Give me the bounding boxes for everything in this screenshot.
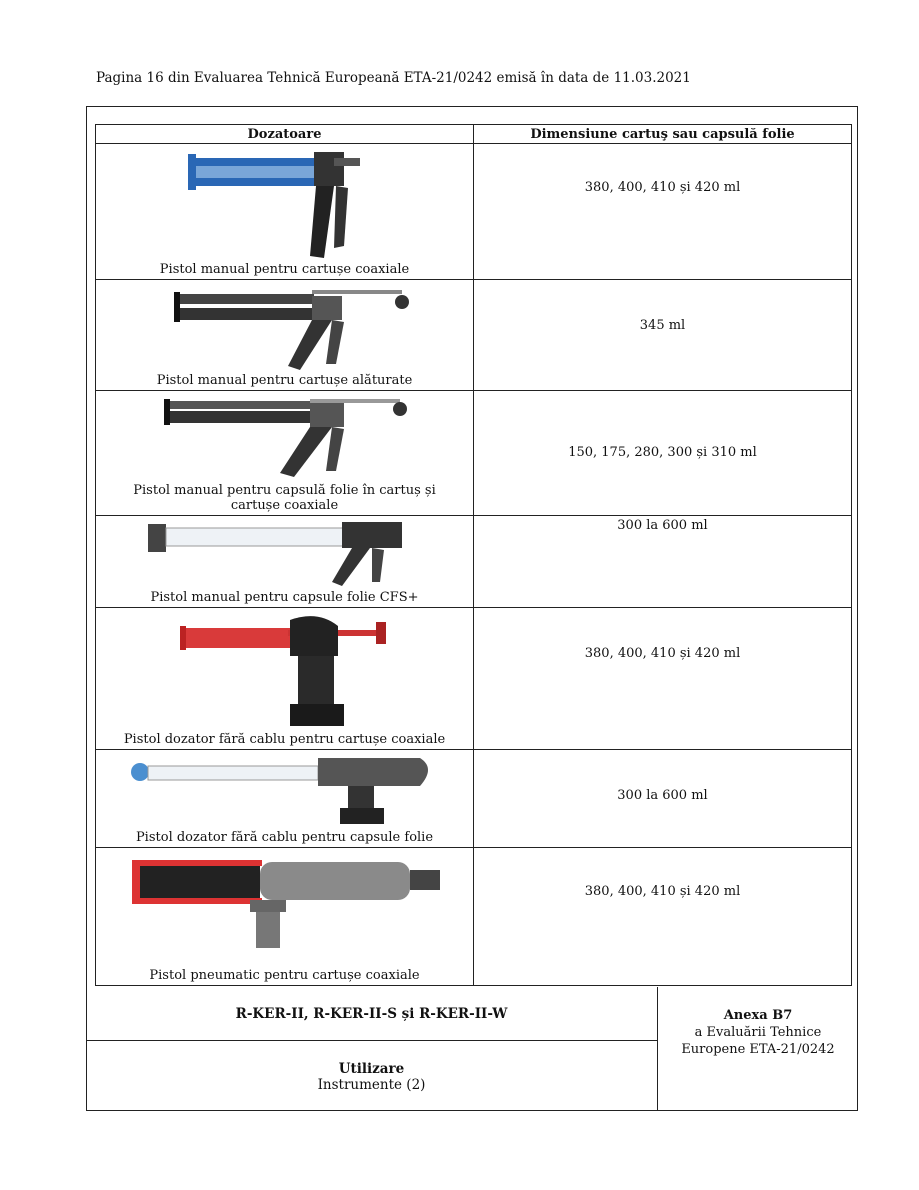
table-row <box>96 848 852 986</box>
annex-title: Anexa B7 <box>723 1008 793 1023</box>
device-cell <box>96 144 474 280</box>
manual-foil-capsule-gun-icon <box>162 395 412 479</box>
size-cell: 345 ml <box>474 280 852 391</box>
device-label: Pistol dozator fără cablu pentru capsule folie <box>135 830 434 845</box>
table-row <box>96 280 852 391</box>
device-cell <box>96 280 474 391</box>
annex-footer <box>86 987 858 1111</box>
manual-side-by-side-gun-icon <box>172 286 412 372</box>
table-row <box>96 391 852 516</box>
annex-block <box>658 987 858 1111</box>
table-header-row <box>96 125 852 144</box>
size-cell: 380, 400, 410 și 420 ml <box>474 848 852 986</box>
pneumatic-gun-icon <box>130 854 446 954</box>
table-row <box>96 516 852 608</box>
size-cell: 380, 400, 410 și 420 ml <box>474 608 852 750</box>
manual-coaxial-gun-icon <box>184 148 364 260</box>
page-header: Pagina 16 din Evaluarea Tehnică Europeană ETA-21/0242 emisă în data de 11.03.2021 <box>96 70 691 86</box>
table-row <box>96 750 852 848</box>
size-cell: 380, 400, 410 și 420 ml <box>474 144 852 280</box>
column-header-size: Dimensiune cartuş sau capsulă folie <box>474 125 852 144</box>
cordless-coaxial-dispenser-icon <box>178 610 398 728</box>
device-cell <box>96 848 474 986</box>
table-row <box>96 144 852 280</box>
device-label: Pistol pneumatic pentru cartușe coaxiale <box>149 968 420 983</box>
annex-line-2: Europene ETA-21/0242 <box>681 1042 835 1057</box>
size-cell: 150, 175, 280, 300 și 310 ml <box>474 391 852 516</box>
use-subtitle: Instrumente (2) <box>317 1077 426 1093</box>
device-cell <box>96 516 474 608</box>
device-label: Pistol manual pentru cartușe alăturate <box>156 373 413 388</box>
dispensers-table <box>95 124 852 986</box>
product-names: R-KER-II, R-KER-II-S și R-KER-II-W <box>86 987 658 1041</box>
size-cell: 300 la 600 ml <box>474 750 852 848</box>
table-row <box>96 608 852 750</box>
device-label: Pistol dozator fără cablu pentru cartușe coaxiale <box>123 732 446 747</box>
manual-cfs-gun-icon <box>146 520 426 588</box>
device-label: Pistol manual pentru capsule folie CFS+ <box>150 590 419 605</box>
cordless-foil-dispenser-icon <box>130 754 440 826</box>
use-title: Utilizare <box>338 1061 405 1077</box>
device-cell <box>96 750 474 848</box>
device-cell <box>96 608 474 750</box>
annex-line-1: a Evaluării Tehnice <box>694 1025 822 1040</box>
device-cell <box>96 391 474 516</box>
size-cell: 300 la 600 ml <box>474 516 852 608</box>
column-header-dispensers: Dozatoare <box>96 125 474 144</box>
use-block <box>86 1041 658 1111</box>
device-label: Pistol manual pentru cartușe coaxiale <box>159 262 410 277</box>
device-label: Pistol manual pentru capsulă folie în cartuș și cartușe coaxiale <box>133 483 436 513</box>
